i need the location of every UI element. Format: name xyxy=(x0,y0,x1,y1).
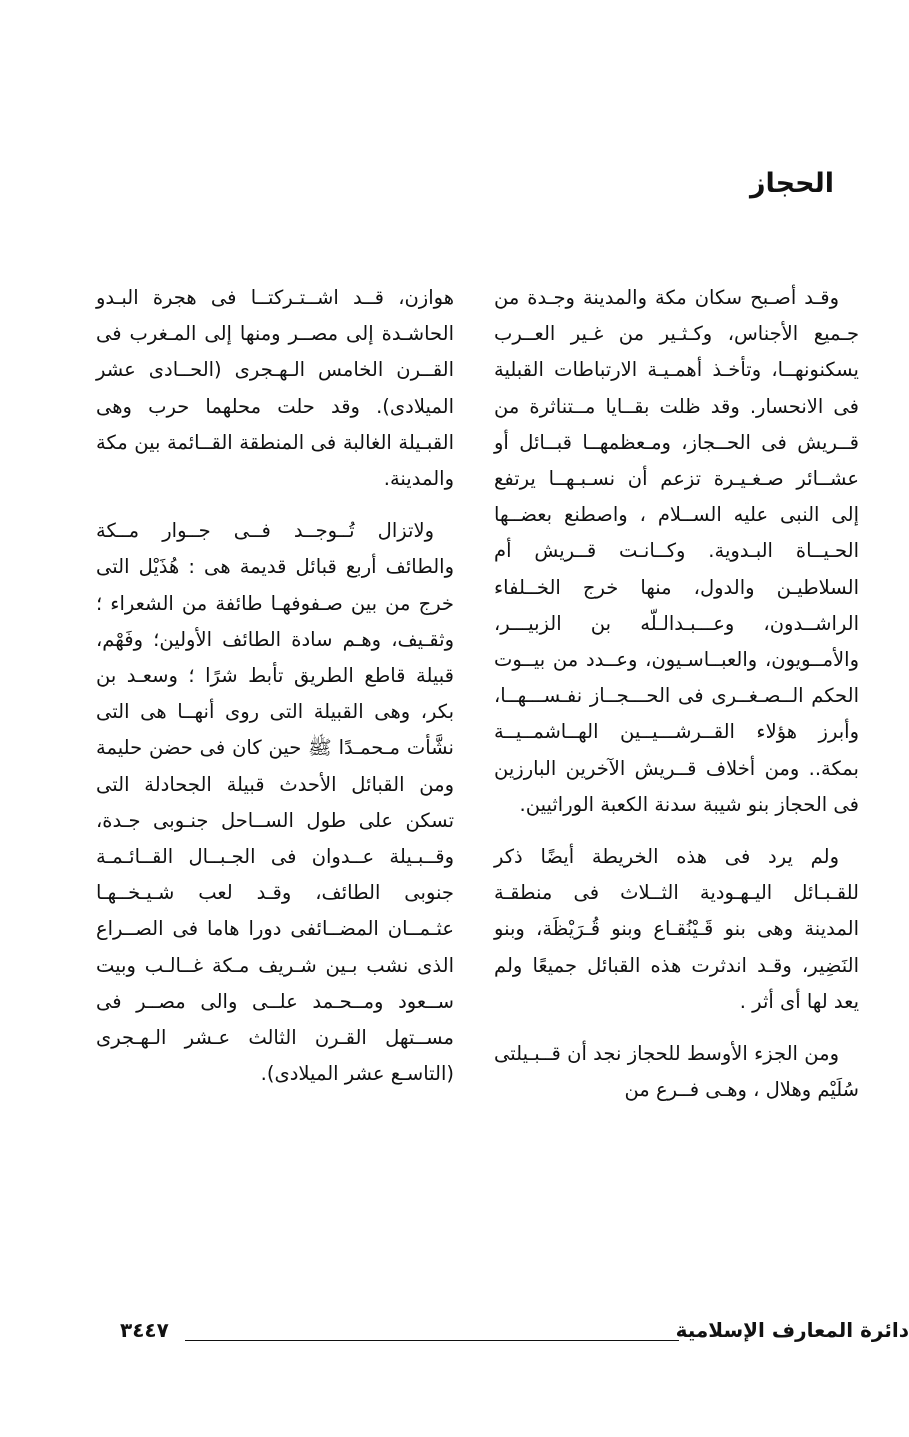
paragraph: ولاتزال تُــوجــد فــى جــوار مــكة والطائف أربع قبائل قديمة هى : هُذَيْل التى خرج من بين صـفوفهـا طائفة من الشعراء ؛ وثقـيف، وهـم سادة الطائف الأولين؛ وفَهْم، قبيلة قاطع الطريق تأبط شرًا ؛ وسعـد بن بكر، وهى القبيلة التى روى أنهــا هى التى نشَّأت مـحمـدًا ﷺ حين كان فى حضن حليمة ومن القبائل الأحدث قبيلة الجحادلة التى تسكن على طول الســاحل جنـوبى جـدة، وقــبـيلة عــدوان فى الجـبــال القــائـمـة جنوبى الطائف، وقـد لعب شـيـخــهـا عثـمــان المضــائفى دورا هاما فى الصــراع الذى نشب بـين شـريف مـكة غــالـب وبيت ســعود ومــحـمد علــى والى مصــر فى مســتهل القـرن الثالث عـشر الـهـجرى (التاسـع عشر الميلادى). xyxy=(96,519,454,1086)
paragraph: ولم يرد فى هذه الخريطة أيضًا ذكر للقـبـائل اليـهـودية الثــلاث فى منطقـة المدينة وهى بنو قَـيْنُقـاع وبنو قُـرَيْظَة، وبنو النَضِير، وقـد اندثرت هذه القبائل جميعًا ولم يعد لها أى أثر . xyxy=(494,845,859,1013)
footer-publication-title: دائرة المعارف الإسلامية xyxy=(675,1318,909,1342)
paragraph: ومن الجزء الأوسط للحجاز نجد أن قــبـيلتى سُلَيْم وهلال ، وهـى فــرع من xyxy=(494,1042,859,1102)
text-column-right xyxy=(494,280,859,1124)
paragraph: وقـد أصـبح سكان مكة والمدينة وجـدة من جـميع الأجناس، وكـثـير من غـير العــرب يسكنونهــا، وتأخـذ أهمـيـة الارتباطات القبلية فى الانحسار. وقد ظلت بقــايا مــتناثرة من قــريش فى الحــجاز، ومـعظمهــا قبــائل أو عشــائر صـغـيـرة تزعم أن نسـبـهــا يرتفع إلى النبى عليه الســلام ، واصطنع بعضــها الحـيــاة البـدوية. وكــانـت قــريش أم السلاطيـن والدول، منها خرج الخــلفاء الراشــدون، وعـــبـدالـلّه بن الزبيـــر، والأمــويون، والعبــاسـيون، وعــدد من بيــوت الحكم الــصـغــرى فى الحـــجــاز نفـســـهــا، وأبرز هؤلاء القــرشـــيــين الهــاشمــيــة بمكة.. ومن أخلاف قــريش الآخرين البارزين فى الحجاز بنو شيبة سدنة الكعبة الوراثيين. xyxy=(494,286,859,816)
paragraph: هوازن، قــد اشــتـركتــا فى هجرة البـدو الحاشـدة إلى مصــر ومنها إلى المـغرب فى القــرن الخامس الـهـجرى (الحــادى عشر الميلادى). وقد حلت محلهما حرب وهى القبـيلة الغالبة فى المنطقة القــائمة بين مكة والمدينة. xyxy=(96,286,454,491)
text-column-left xyxy=(96,280,454,1108)
page-footer xyxy=(0,1318,909,1358)
page-number: ٣٤٤٧ xyxy=(120,1318,169,1342)
footer-rule xyxy=(185,1340,679,1341)
running-head-title: الحجاز xyxy=(750,168,834,199)
